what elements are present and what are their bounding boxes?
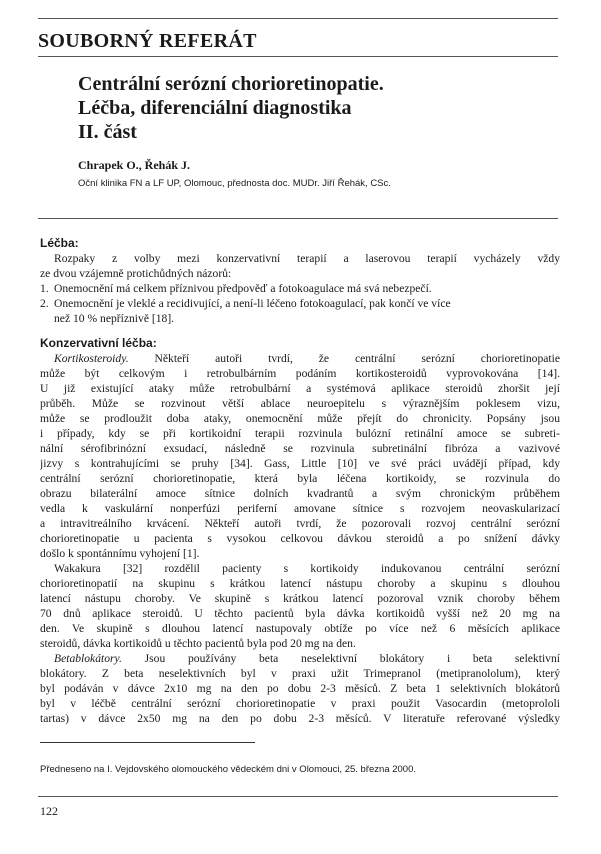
treatment-section <box>40 236 560 326</box>
subsection-lead: Kortikosteroidy. <box>54 352 129 365</box>
list-number: 2. <box>40 297 49 310</box>
top-rule <box>38 18 558 19</box>
paragraph-line: den. Ve skupině s dlouhou latencí nastupovaly obtíže po více než 6 měsících aplikace <box>40 622 560 635</box>
paragraph-line: byl podáván v dávce 2x10 mg na den po dobu 2-3 měsíců. Z beta 1 selektivních blokátorů <box>40 682 560 695</box>
footnote-rule <box>40 742 255 743</box>
section-heading: Léčba: <box>40 236 79 250</box>
paragraph-line: U již existující ataky může retrobulbární a systémová aplikace steroidů zhoršit její <box>40 382 560 395</box>
header-bottom-rule <box>38 218 558 219</box>
affiliation: Oční klinika FN a LF UP, Olomouc, přednosta doc. MUDr. Jiří Řehák, CSc. <box>78 178 391 189</box>
list-text: Onemocnění má celkem příznivou předpověď a fotokoagulace má svá nebezpečí. <box>54 282 432 295</box>
paragraph-line: Rozpaky z volby mezi konzervativní terapií a laserovou terapií vycházely vždy <box>54 252 560 265</box>
paragraph-line: došlo k spontánnímu vyhojení [1]. <box>40 547 200 560</box>
section-rule <box>38 56 558 57</box>
paragraph-line: i případy, kdy se při kortikoidní terapii rozvinula bulózní retinální amoce se subreti- <box>40 427 560 440</box>
paragraph-line: ze dvou vzájemně protichůdných názorů: <box>40 267 232 280</box>
paragraph-line: chorioretinopatií na skupinu s krátkou latencí nástupu choroby a skupinu s dlouhou <box>40 577 560 590</box>
page-number: 122 <box>40 804 58 818</box>
article-title <box>78 72 578 144</box>
list-item <box>40 281 560 296</box>
footnote: Předneseno na I. Vejdovského olomouckého vědeckém dni v Olomouci, 25. března 2000. <box>40 764 417 775</box>
paragraph-line: steroidů, dávka kortikoidů u těchto pacientů byla pod 20 mg na den. <box>40 637 356 650</box>
paragraph-line: centrální serózní chorioretinopatie, která byla léčena kortikoidy, se rozvinula do <box>40 472 560 485</box>
authors: Chrapek O., Řehák J. <box>78 158 191 172</box>
subsection-lead: Betablokátory. <box>54 652 122 665</box>
page-bottom-rule <box>38 796 558 797</box>
paragraph-line: může se prodloužit doba ataky, onemocnění může přejít do chronicity. Popsány jsou <box>40 412 560 425</box>
title-line: II. část <box>78 121 137 143</box>
list-text-continued: než 10 % nepříznivě [18]. <box>54 312 175 325</box>
paragraph-line: Wakakura [32] rozdělil pacienty s kortikoidy indukovanou centrální serózní <box>54 562 560 575</box>
paragraph-line: latencí nástupu choroby. Ve skupině s krátkou latencí pozoroval vznik choroby během <box>40 592 560 605</box>
section-label: SOUBORNÝ REFERÁT <box>38 30 257 52</box>
paragraph-line: blokátory. Z beta neselektivních byl v praxi užit Trimepranol (metipranololum), který <box>40 667 560 680</box>
paragraph-line: jizvy s kontrahujícími se pruhy [34]. Gass, Little [10] ve své práci uvádějí případ, kdy <box>40 457 560 470</box>
paragraph-line: byl v léčbě centrální serózní chorioretinopatie v praxi použit Vasocardin (metoprololi <box>40 697 560 710</box>
conservative-paragraphs <box>40 351 560 726</box>
title-line: Léčba, diferenciální diagnostika <box>78 97 352 119</box>
conservative-section <box>40 336 560 726</box>
paragraph-line: Betablokátory. Jsou používány beta neselektivní blokátory i beta selektivní <box>54 652 560 665</box>
paragraph-line: chorioretinopatie u pacienta s vysokou celkovou dávkou steroidů a po snížení dávky <box>40 532 560 545</box>
paragraph-line: nální sérofibrinózní exsudací, následně se rozvinula subretinální fibróza a vazivové <box>40 442 560 455</box>
title-line: Centrální serózní chorioretinopatie. <box>78 73 384 95</box>
paragraph-line: průběh. Může se rozvinout větší ablace neuroepitelu s výraznějším poklesem vizu, <box>40 397 560 410</box>
paragraph-line: Kortikosteroidy. Někteří autoři tvrdí, že centrální serózní chorioretinopatie <box>54 352 560 365</box>
paragraph-line: tartas) v dávce 2x50 mg na den po dobu 2-3 měsíců. V literatuře referované výsledky <box>40 712 560 725</box>
paragraph-line: vedla k vaskulární nonperfúzi periferní amovane sítnice s rozvojem neovaskularizací <box>40 502 560 515</box>
list-number: 1. <box>40 282 49 295</box>
paragraph-line: a intravitreálního krvácení. Někteří autoři tvrdí, že pozorovali rozvoj centrální serózní <box>40 517 560 530</box>
paragraph-line: 70 dnů aplikace steroidů. U těchto pacientů byla dávka kortikoidů vyšší než 20 mg na <box>40 607 560 620</box>
list-item <box>40 296 560 311</box>
section-heading: Konzervativní léčba: <box>40 336 157 350</box>
list-text: Onemocnění je vleklé a recidivující, a není-li léčeno fotokoagulací, pak končí ve více <box>54 297 451 310</box>
paragraph-line: může být celkovým i retrobulbárním podáním kortikosteroidů vyprovokována [14]. <box>40 367 560 380</box>
paragraph-line: obrazu bilaterální amoce sítnice dolních kvadrantů a svým chronickým průběhem <box>40 487 560 500</box>
